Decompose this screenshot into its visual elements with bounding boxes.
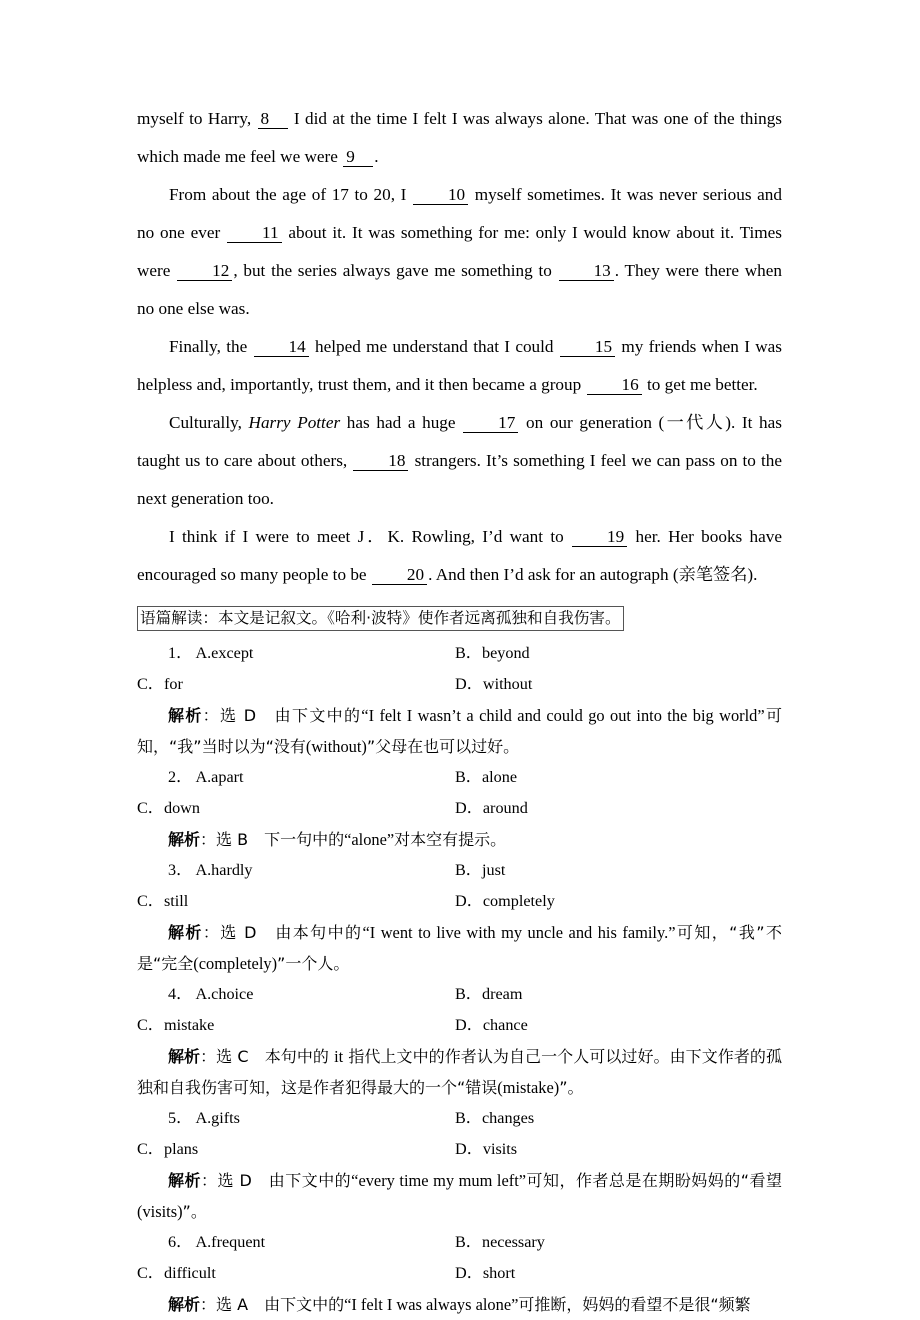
explanation-quote: (visits)	[137, 1202, 183, 1221]
passage-text: myself sometimes. It was never serious and no one ever	[137, 185, 782, 242]
explanation-chosen-answer: ：选 D	[202, 706, 257, 725]
question-options-row-ab	[137, 762, 782, 793]
passage-text: helped me understand that I could	[309, 337, 559, 356]
explanation-text: ”父母在也可以过好。	[366, 737, 520, 756]
question-number: 3．	[168, 861, 193, 879]
option-cell-d[interactable]	[455, 669, 782, 700]
question-options-row-ab	[137, 1227, 782, 1258]
passage-text: From about the age of 17 to 20, I	[169, 185, 412, 204]
option-cell-d[interactable]	[455, 1010, 782, 1041]
question-options-row-cd	[137, 793, 782, 824]
option-cell-b[interactable]	[455, 638, 782, 669]
option-d-label: D．visits	[455, 1140, 518, 1158]
passage-paragraph	[137, 404, 782, 518]
option-b-label: B．alone	[455, 768, 518, 786]
explanation-quote: (without)	[305, 737, 367, 756]
option-c-label: C．difficult	[137, 1264, 216, 1282]
explanation-quote: (mistake)	[497, 1078, 560, 1097]
option-cell-c[interactable]	[137, 1258, 455, 1289]
option-d-label: D．completely	[455, 892, 555, 910]
cloze-blank-13: 13	[559, 262, 614, 281]
cloze-blank-19: 19	[572, 528, 627, 547]
question-options-row-ab	[137, 855, 782, 886]
option-c-label: C．still	[137, 892, 189, 910]
explanation-quote: “every time my mum left”	[351, 1171, 527, 1190]
book-title: Harry Potter	[248, 413, 341, 432]
explanation-text: 由下文中的	[248, 1295, 345, 1314]
cloze-blank-17: 17	[463, 414, 518, 433]
passage-paragraph	[137, 176, 782, 328]
question-options-row-cd	[137, 669, 782, 700]
option-cell-a[interactable]	[137, 855, 455, 886]
passage-text: I think if I were to meet J．K. Rowling, I’d want to	[169, 527, 572, 546]
option-cell-a[interactable]	[137, 979, 455, 1010]
explanation-text: ”。	[559, 1078, 584, 1097]
option-b-label: B．just	[455, 861, 506, 879]
explanation-paragraph	[137, 700, 782, 762]
option-cell-a[interactable]	[137, 762, 455, 793]
explanation-label: 解析	[168, 830, 201, 849]
question-options-row-cd	[137, 1010, 782, 1041]
explanation-text: 可知，作者总是在期盼妈妈的“看望	[526, 1171, 782, 1190]
explanation-text: 对本空有提示。	[394, 830, 507, 849]
option-cell-a[interactable]	[137, 1103, 455, 1134]
option-cell-b[interactable]	[455, 1103, 782, 1134]
cloze-blank-18: 18	[353, 452, 408, 471]
option-b-label: B．dream	[455, 985, 523, 1003]
question-number: 1．	[168, 644, 193, 662]
cloze-blank-8: 8	[258, 110, 288, 129]
option-cell-b[interactable]	[455, 979, 782, 1010]
passage-paragraph	[137, 100, 782, 176]
explanation-text: 由下文中的	[256, 706, 362, 725]
option-b-label: B．changes	[455, 1109, 535, 1127]
question-options-row-cd	[137, 1258, 782, 1289]
explanation-label: 解析	[168, 923, 203, 942]
passage-summary-box: 语篇解读：本文是记叙文。《哈利·波特》使作者远离孤独和自我伤害。	[137, 606, 624, 631]
option-cell-c[interactable]	[137, 886, 455, 917]
explanation-text: ”一个人。	[277, 954, 350, 973]
option-a-label: A.except	[195, 644, 254, 662]
question-options-row-ab	[137, 1103, 782, 1134]
option-c-label: C．down	[137, 799, 200, 817]
explanation-label: 解析	[168, 1047, 201, 1066]
cloze-blank-20: 20	[372, 566, 427, 585]
option-cell-b[interactable]	[455, 762, 782, 793]
passage-text: about it. It was something for me: only I would know about it. Times were	[137, 223, 782, 280]
explanation-label: 解析	[168, 1171, 201, 1190]
explanation-text: 由本句中的	[256, 923, 363, 942]
option-a-label: A.apart	[195, 768, 244, 786]
cloze-blank-9: 9	[343, 148, 373, 167]
option-b-label: B．beyond	[455, 644, 530, 662]
question-options-row-cd	[137, 886, 782, 917]
explanation-chosen-answer: ：选 D	[200, 1171, 252, 1190]
option-cell-d[interactable]	[455, 793, 782, 824]
passage-text: Finally, the	[169, 337, 253, 356]
passage-text: her. Her books have encouraged so many people to be	[137, 527, 782, 584]
explanation-label: 解析	[168, 706, 203, 725]
cloze-blank-14: 14	[254, 338, 309, 357]
answer-key-list	[137, 638, 782, 1320]
passage-text: on our generation (一代人). It has taught us to care about others,	[137, 413, 782, 470]
option-a-label: A.hardly	[195, 861, 253, 879]
passage-paragraph	[137, 328, 782, 404]
summary-box-wrapper	[137, 594, 782, 631]
option-c-label: C．mistake	[137, 1016, 215, 1034]
explanation-text: 由下文中的	[251, 1171, 352, 1190]
explanation-paragraph	[137, 1041, 782, 1103]
explanation-quote: (completely)	[193, 954, 278, 973]
option-d-label: D．around	[455, 799, 528, 817]
question-number: 5．	[168, 1109, 193, 1127]
explanation-paragraph	[137, 824, 782, 855]
cloze-blank-15: 15	[560, 338, 615, 357]
cloze-passage	[137, 100, 782, 594]
option-d-label: D．without	[455, 675, 533, 693]
explanation-quote: “I felt I was always alone”	[344, 1295, 519, 1314]
question-number: 4．	[168, 985, 193, 1003]
option-cell-d[interactable]	[455, 1134, 782, 1165]
passage-text: . And then I’d ask for an autograph (亲笔签名).	[428, 565, 758, 584]
question-number: 2．	[168, 768, 193, 786]
explanation-quote: it	[334, 1047, 344, 1066]
explanation-text: 可知，“我”当时以为“没有	[137, 706, 782, 756]
option-cell-b[interactable]	[455, 855, 782, 886]
option-cell-b[interactable]	[455, 1227, 782, 1258]
passage-text: has had a huge	[340, 413, 463, 432]
option-cell-c[interactable]	[137, 1010, 455, 1041]
option-d-label: D．short	[455, 1264, 516, 1282]
explanation-text: ”。	[182, 1202, 207, 1221]
cloze-blank-16: 16	[587, 376, 642, 395]
explanation-paragraph	[137, 917, 782, 979]
explanation-paragraph	[137, 1289, 782, 1320]
passage-text: my friends when I was helpless and, importantly, trust them, and it then became a group	[137, 337, 782, 394]
explanation-quote: “alone”	[344, 830, 395, 849]
cloze-blank-11: 11	[227, 224, 282, 243]
explanation-quote: “I went to live with my uncle and his family.”	[362, 923, 676, 942]
question-number: 6．	[168, 1233, 193, 1251]
explanation-label: 解析	[168, 1295, 201, 1314]
option-cell-d[interactable]	[455, 886, 782, 917]
cloze-blank-12: 12	[177, 262, 232, 281]
explanation-chosen-answer: ：选 D	[202, 923, 257, 942]
option-cell-d[interactable]	[455, 1258, 782, 1289]
option-b-label: B．necessary	[455, 1233, 545, 1251]
passage-text: . They were there when no one else was.	[137, 261, 782, 318]
option-a-label: A.gifts	[195, 1109, 240, 1127]
explanation-paragraph	[137, 1165, 782, 1227]
option-a-label: A.frequent	[195, 1233, 266, 1251]
passage-text: to get me better.	[642, 375, 758, 394]
option-cell-c[interactable]	[137, 669, 455, 700]
explanation-chosen-answer: ：选 C	[200, 1047, 249, 1066]
explanation-text: 指代上文中的作者认为自己一个人可以过好。由下文作者的孤独和自我伤害可知，这是作者犯得最大的一个“错误	[137, 1047, 782, 1097]
option-cell-c[interactable]	[137, 793, 455, 824]
option-c-label: C．for	[137, 675, 183, 693]
passage-text: strangers. It’s something I feel we can pass on to the next generation too.	[137, 451, 782, 508]
explanation-quote: “I felt I wasn’t a child and could go out into the big world”	[361, 706, 765, 725]
question-options-row-ab	[137, 638, 782, 669]
passage-paragraph	[137, 518, 782, 594]
passage-text: I did at the time I felt I was always alone. That was one of the things which made me feel we were	[137, 109, 782, 166]
option-c-label: C．plans	[137, 1140, 199, 1158]
passage-text: myself to Harry,	[137, 109, 257, 128]
passage-text: , but the series always gave me something to	[233, 261, 558, 280]
question-options-row-ab	[137, 979, 782, 1010]
option-a-label: A.choice	[195, 985, 254, 1003]
option-cell-a[interactable]	[137, 1227, 455, 1258]
explanation-text: 本句中的	[248, 1047, 335, 1066]
explanation-text: 下一句中的	[248, 830, 345, 849]
option-d-label: D．chance	[455, 1016, 528, 1034]
cloze-blank-10: 10	[413, 186, 468, 205]
explanation-chosen-answer: ：选 A	[200, 1295, 249, 1314]
option-cell-c[interactable]	[137, 1134, 455, 1165]
explanation-chosen-answer: ：选 B	[200, 830, 249, 849]
option-cell-a[interactable]	[137, 638, 455, 669]
explanation-text: 可知，“我”不是“完全	[137, 923, 782, 973]
passage-text: .	[374, 147, 379, 166]
question-options-row-cd	[137, 1134, 782, 1165]
passage-text: Culturally,	[169, 413, 249, 432]
explanation-text: 可推断，妈妈的看望不是很“频繁	[518, 1295, 751, 1314]
